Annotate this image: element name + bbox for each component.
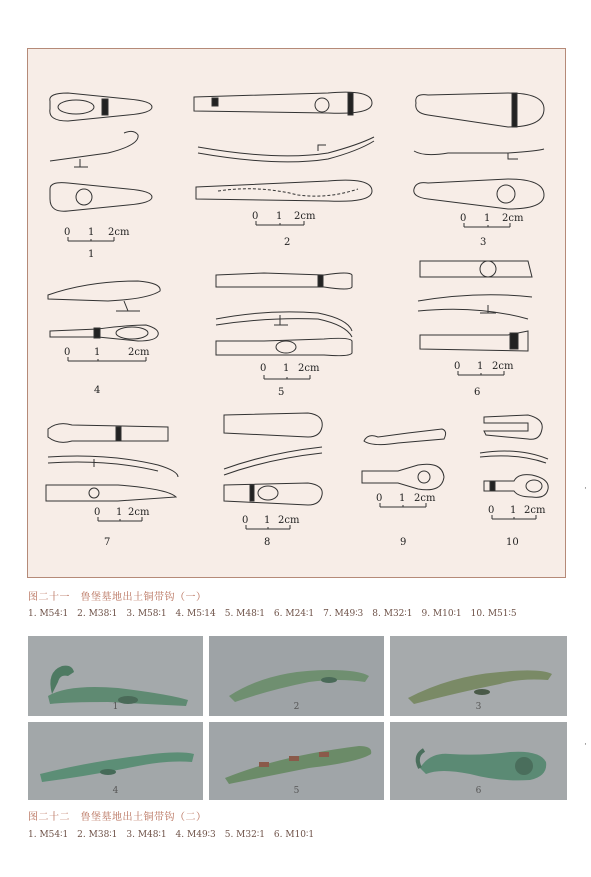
scale-7-zero: 0 — [94, 507, 101, 518]
scale-7-two: 2cm — [128, 507, 150, 518]
scale-6-two: 2cm — [492, 361, 514, 372]
photo-label-2: 2 — [293, 702, 300, 712]
drawing-3b — [414, 149, 544, 155]
scale-10-zero: 0 — [488, 505, 495, 516]
photo-2 — [209, 636, 384, 716]
drawing-8b — [224, 447, 322, 475]
scale-8-zero: 0 — [242, 515, 249, 526]
photo-3 — [390, 636, 567, 716]
drawing-3a — [416, 93, 544, 127]
margin-mark-1: · — [584, 484, 587, 494]
photo-label-6: 6 — [475, 786, 482, 796]
scale-5-one: 1 — [283, 363, 290, 374]
photo-6 — [390, 722, 567, 800]
drawing-3c — [414, 179, 544, 209]
drawing-7a — [48, 424, 168, 443]
photo-1 — [28, 636, 203, 716]
drawing-7b — [48, 456, 178, 477]
scale-8-one: 1 — [264, 515, 271, 526]
scale-2-one: 1 — [276, 211, 283, 222]
scale-9-zero: 0 — [376, 493, 383, 504]
figure-label-9: 9 — [400, 537, 407, 548]
figure-label-3: 3 — [480, 237, 487, 248]
figure-label-4: 4 — [94, 385, 101, 396]
drawing-6b — [418, 295, 532, 319]
scale-4-zero: 0 — [64, 347, 71, 358]
figure-label-2: 2 — [284, 237, 291, 248]
figure-21-items: 1. M54∶1 2. M38∶1 3. M58∶1 4. M5∶14 5. M48∶1 6. M24∶1 7. M49∶3 8. M32∶1 9. M10∶1 10. M51∶5 — [28, 609, 517, 619]
scale-3-two: 2cm — [502, 213, 524, 224]
figure-label-6: 6 — [474, 387, 481, 398]
scale-4-one: 1 — [94, 347, 101, 358]
scale-2-two: 2cm — [294, 211, 316, 222]
scale-3-zero: 0 — [460, 213, 467, 224]
scale-5-zero: 0 — [260, 363, 267, 374]
scale-5-two: 2cm — [298, 363, 320, 374]
scale-6-one: 1 — [477, 361, 484, 372]
line-drawings — [28, 49, 567, 579]
photo-label-3: 3 — [475, 702, 482, 712]
figure-21-caption: 图二十一 鲁堡墓地出土铜带钩（一） — [28, 592, 207, 603]
drawing-9b — [362, 464, 444, 490]
scale-10-one: 1 — [510, 505, 517, 516]
scale-10-two: 2cm — [524, 505, 546, 516]
drawing-6a — [420, 261, 532, 277]
drawing-2a — [194, 92, 372, 113]
drawing-4b — [50, 325, 158, 341]
figure-label-7: 7 — [104, 537, 111, 548]
drawing-4a — [48, 281, 160, 301]
drawing-2b — [198, 137, 374, 162]
photo-label-1: 1 — [112, 702, 119, 712]
drawing-10b — [480, 451, 548, 463]
drawing-5b — [216, 312, 352, 337]
figure-label-10: 10 — [506, 537, 519, 548]
photo-5 — [209, 722, 384, 800]
margin-mark-2: · — [584, 740, 587, 750]
figure-label-1: 1 — [88, 249, 95, 260]
drawing-10a — [484, 415, 542, 439]
scale-6-zero: 0 — [454, 361, 461, 372]
scale-1-two: 2cm — [108, 227, 130, 238]
drawing-1a — [50, 93, 152, 121]
scale-3-one: 1 — [484, 213, 491, 224]
scale-7-one: 1 — [116, 507, 123, 518]
scale-4-two: 2cm — [128, 347, 150, 358]
drawing-5a — [216, 273, 352, 289]
scale-2-zero: 0 — [252, 211, 259, 222]
figure-label-8: 8 — [264, 537, 271, 548]
drawing-1c — [50, 183, 152, 212]
drawing-8c — [224, 483, 322, 505]
photo-4 — [28, 722, 203, 800]
figure-21-plate — [27, 48, 566, 578]
drawing-8a — [224, 413, 322, 437]
photo-label-4: 4 — [112, 786, 119, 796]
drawing-2c — [196, 180, 372, 201]
scale-1-one: 1 — [88, 227, 95, 238]
drawing-9a — [364, 429, 446, 445]
drawing-1b — [50, 131, 138, 161]
scale-1-zero: 0 — [64, 227, 71, 238]
photo-label-5: 5 — [293, 786, 300, 796]
scale-9-one: 1 — [399, 493, 406, 504]
figure-22-caption: 图二十二 鲁堡墓地出土铜带钩（二） — [28, 812, 207, 823]
figure-22-items: 1. M54∶1 2. M38∶1 3. M48∶1 4. M49∶3 5. M32∶1 6. M10∶1 — [28, 830, 315, 840]
figure-label-5: 5 — [278, 387, 285, 398]
drawing-7c — [46, 485, 176, 501]
scale-8-two: 2cm — [278, 515, 300, 526]
scale-9-two: 2cm — [414, 493, 436, 504]
